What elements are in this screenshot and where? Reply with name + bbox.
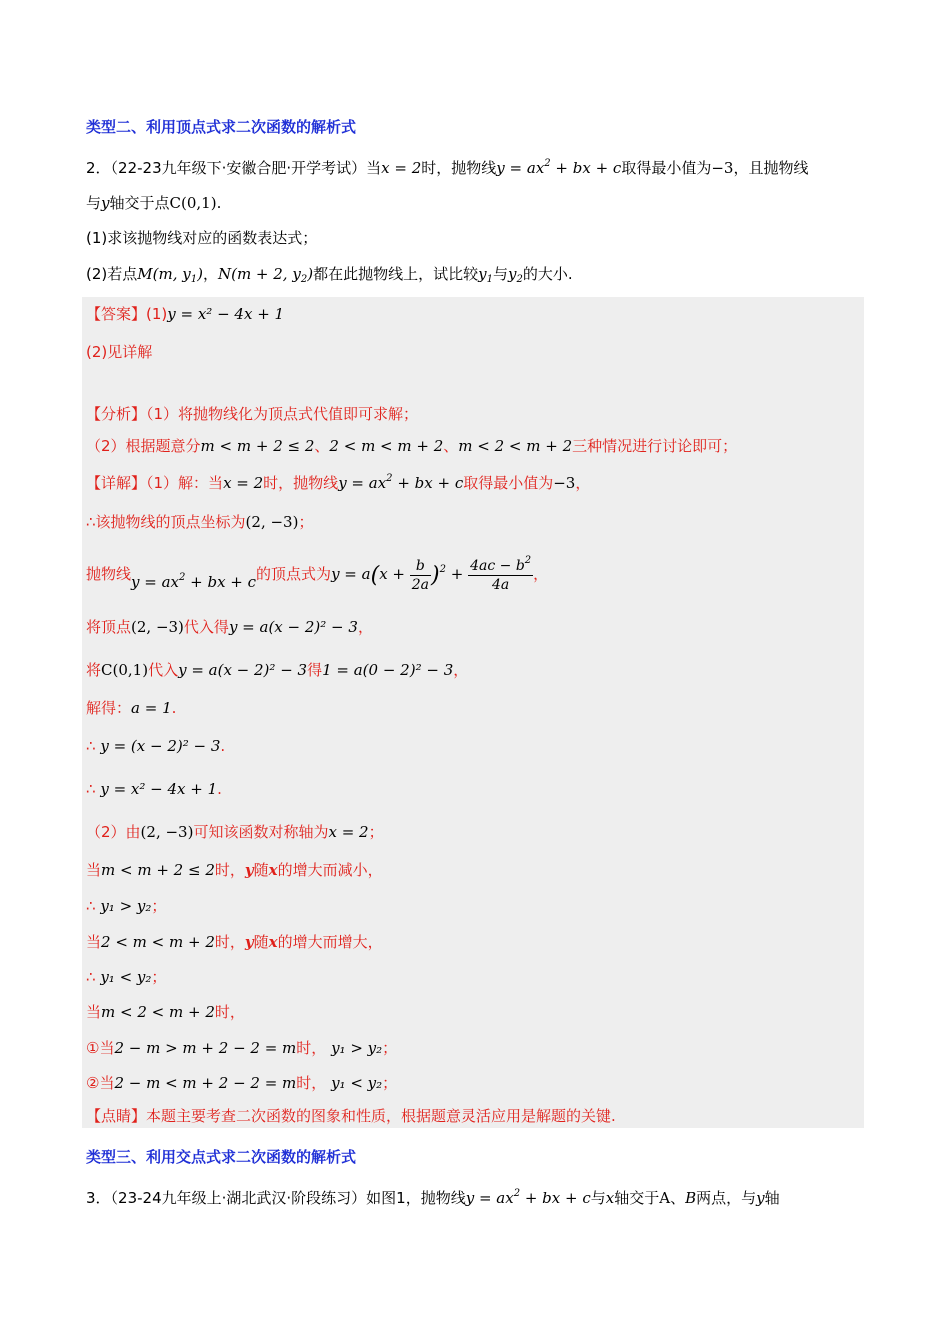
section-heading-type2: 类型二、利用顶点式求二次函数的解析式 [86,118,357,136]
comment-line: 【点睛】本题主要考查二次函数的图象和性质，根据题意灵活应用是解题的关键. [86,1107,616,1125]
section-heading-type3: 类型三、利用交点式求二次函数的解析式 [86,1148,357,1166]
question-2-stem: 2．（22-23九年级下·安徽合肥·开学考试）当x = 2时，抛物线$y = ax^2$ + bx + c取得最小值为−3，且抛物线 [86,158,809,177]
detail-line-9: （2）由(2, −3)可知该函数对称轴为x = 2； [86,823,384,841]
detail-line-7: ∴ y = (x − 2)² − 3. [86,737,226,755]
detail-line-4: 将顶点(2, −3)代入得y = a(x − 2)² − 3， [86,618,373,636]
detail-line-11: ∴ y₁ > y₂； [86,897,167,915]
detail-line-15: ①当2 − m > m + 2 − 2 = m时， y₁ > y₂； [86,1039,398,1057]
detail-line-1: 【详解】（1）解：当x = 2时，抛物线$y = ax^2$ + bx + c取得最小值为−3， [86,473,591,492]
question-2-part1: (1)求该抛物线对应的函数表达式； [86,229,318,247]
detail-line-16: ②当2 − m < m + 2 − 2 = m时， y₁ < y₂； [86,1074,398,1092]
detail-line-14: 当m < 2 < m + 2时， [86,1003,245,1021]
detail-line-12: 当2 < m < m + 2时，y随x的增大而增大， [86,933,383,951]
question-2-stem-cont: 与y轴交于点C(0,1). [86,194,222,212]
answer-label: 【答案】 [86,305,147,323]
detail-label: 【详解】 [86,474,147,492]
math-parabola: $y = ax^2$ + bx + c [496,158,622,177]
question-number: 3． [86,1189,111,1207]
vertex-form: y = a(x + $\frac{b}{2a}$ )$^2$ + $\frac{4ac - b^2}{4a}$ [331,554,532,593]
answer-line-2: (2)见详解 [86,343,153,361]
detail-line-5: 将C(0,1)代入y = a(x − 2)² − 3得1 = a(0 − 2)² − 3， [86,661,469,679]
detail-line-10: 当m < m + 2 ≤ 2时，y随x的增大而减小， [86,861,383,879]
detail-line-8: ∴ y = x² − 4x + 1. [86,780,222,798]
question-number: 2． [86,159,111,177]
detail-line-13: ∴ y₁ < y₂； [86,968,167,986]
analysis-label: 【分析】 [86,405,147,423]
question-3-stem: 3．（23-24九年级上·湖北武汉·阶段练习）如图1，抛物线$y = ax^2$ + bx + c与x轴交于A、B两点，与y轴 [86,1188,780,1207]
analysis-line-1: 【分析】（1）将抛物线化为顶点式代值即可求解； [86,405,419,423]
question-2-part2: (2)若点M(m, $y_1$)，N(m + 2, $y_2$)都在此抛物线上，试比较$y_1$与$y_2$的大小. [86,265,573,285]
answer-line-1: 【答案】(1)y = x² − 4x + 1 [86,305,285,323]
point-c: C(0,1) [169,194,217,212]
comment-label: 【点睛】 [86,1107,147,1125]
analysis-line-2: （2）根据题意分m < m + 2 ≤ 2、2 < m < m + 2、m < 2 < m + 2三种情况进行讨论即可； [86,437,738,455]
detail-line-2: ∴该抛物线的顶点坐标为(2, −3)； [86,513,314,531]
math-x-eq-2: x = 2 [381,159,422,177]
detail-line-6: 解得：a = 1. [86,699,177,717]
detail-line-3: 抛物线$y = ax^2$ + bx + c的顶点式为y = a(x + $\frac{b}{2a}$ )$^2$ + $\frac{4ac - b^2}{4a}$ ， [86,554,549,593]
